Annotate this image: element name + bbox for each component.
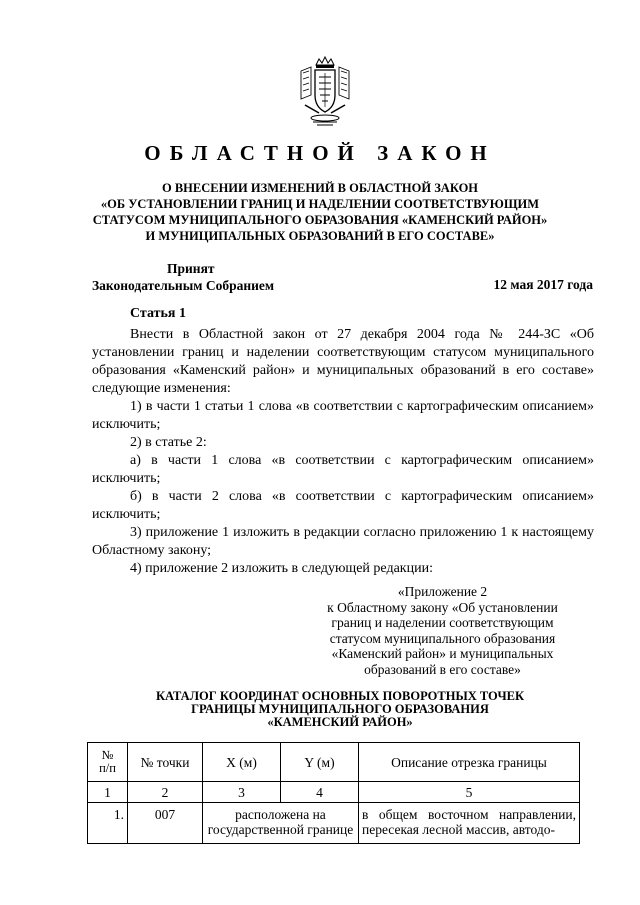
paragraph: а) в части 1 слова «в соответствии с картографическим описанием» исключить; [92, 453, 594, 486]
column-header: Описание отрезка границы [359, 743, 580, 782]
table-cell: 1. [88, 803, 128, 844]
subtitle-line: «ОБ УСТАНОВЛЕНИИ ГРАНИЦ И НАДЕЛЕНИИ СООТВЕТСТВУЮЩИМ [100, 197, 540, 211]
column-number: 3 [203, 782, 281, 803]
subtitle-line: СТАТУСОМ МУНИЦИПАЛЬНОГО ОБРАЗОВАНИЯ «КАМЕНСКИЙ РАЙОН» [92, 213, 548, 227]
adopted-label: Принят [167, 261, 215, 276]
annex-line: статусом муниципального образования [329, 630, 556, 646]
annex-reference [300, 584, 585, 677]
adopted-by: Законодательным Собранием [92, 278, 275, 293]
law-title: ОБЛАСТНОЙ ЗАКОН [144, 141, 496, 165]
paragraph: 1) в части 1 статьи 1 слова «в соответствии с картографическим описанием» исключить; [92, 399, 594, 432]
table-row [88, 803, 580, 844]
table-cell: 007 [128, 803, 203, 844]
paragraph: 3) приложение 1 изложить в редакции согласно приложению 1 к настоящему Областному закону; [92, 525, 594, 558]
column-header: Y (м) [281, 743, 359, 782]
column-header: № п/п [88, 743, 128, 782]
subtitle-line: И МУНИЦИПАЛЬНЫХ ОБРАЗОВАНИЙ В ЕГО СОСТАВЕ» [145, 229, 495, 243]
coat-of-arms-emblem [295, 55, 355, 127]
column-number: 2 [128, 782, 203, 803]
catalog-heading [90, 690, 590, 729]
column-header: X (м) [203, 743, 281, 782]
table-cell: в общем восточном направлении, пересекая лесной массив, автодо- [359, 803, 580, 844]
column-header: № точки [128, 743, 203, 782]
column-number: 4 [281, 782, 359, 803]
paragraph: 4) приложение 2 изложить в следующей редакции: [130, 561, 433, 576]
catalog-line: «КАМЕНСКИЙ РАЙОН» [267, 715, 413, 729]
column-number: 1 [88, 782, 128, 803]
article-body [92, 326, 594, 578]
table-cell: расположена на государственной границе [203, 803, 359, 844]
annex-title: «Приложение 2 [397, 584, 488, 599]
paragraph: б) в части 2 слова «в соответствии с картографическим описанием» исключить; [92, 489, 594, 522]
adopted-block [92, 260, 274, 294]
adopted-date: 12 мая 2017 года [493, 277, 593, 292]
annex-line: границ и наделении соответствующим [331, 615, 554, 630]
table-header-row [88, 743, 580, 782]
catalog-line: ГРАНИЦЫ МУНИЦИПАЛЬНОГО ОБРАЗОВАНИЯ [191, 702, 489, 716]
law-subtitle [60, 180, 580, 244]
column-number: 5 [359, 782, 580, 803]
paragraph: 2) в статье 2: [130, 435, 207, 450]
subtitle-line: О ВНЕСЕНИИ ИЗМЕНЕНИЙ В ОБЛАСТНОЙ ЗАКОН [161, 181, 479, 195]
coordinates-table [87, 742, 580, 844]
annex-line: к Областному закону «Об установлении [327, 599, 558, 615]
paragraph: Внести в Областной закон от 27 декабря 2004 года № 244-ЗС «Об установлении границ и наделении соответствующим статусом муниципального образования «Каменский район» и муниципальных образований в его составе» следующие изменения: [92, 327, 594, 396]
article-heading: Статья 1 [130, 306, 186, 321]
column-number-row [88, 782, 580, 803]
annex-line: «Каменский район» и муниципальных [331, 646, 554, 661]
catalog-line: КАТАЛОГ КООРДИНАТ ОСНОВНЫХ ПОВОРОТНЫХ ТОЧЕК [155, 689, 525, 703]
annex-line: образований в его составе» [364, 661, 521, 677]
